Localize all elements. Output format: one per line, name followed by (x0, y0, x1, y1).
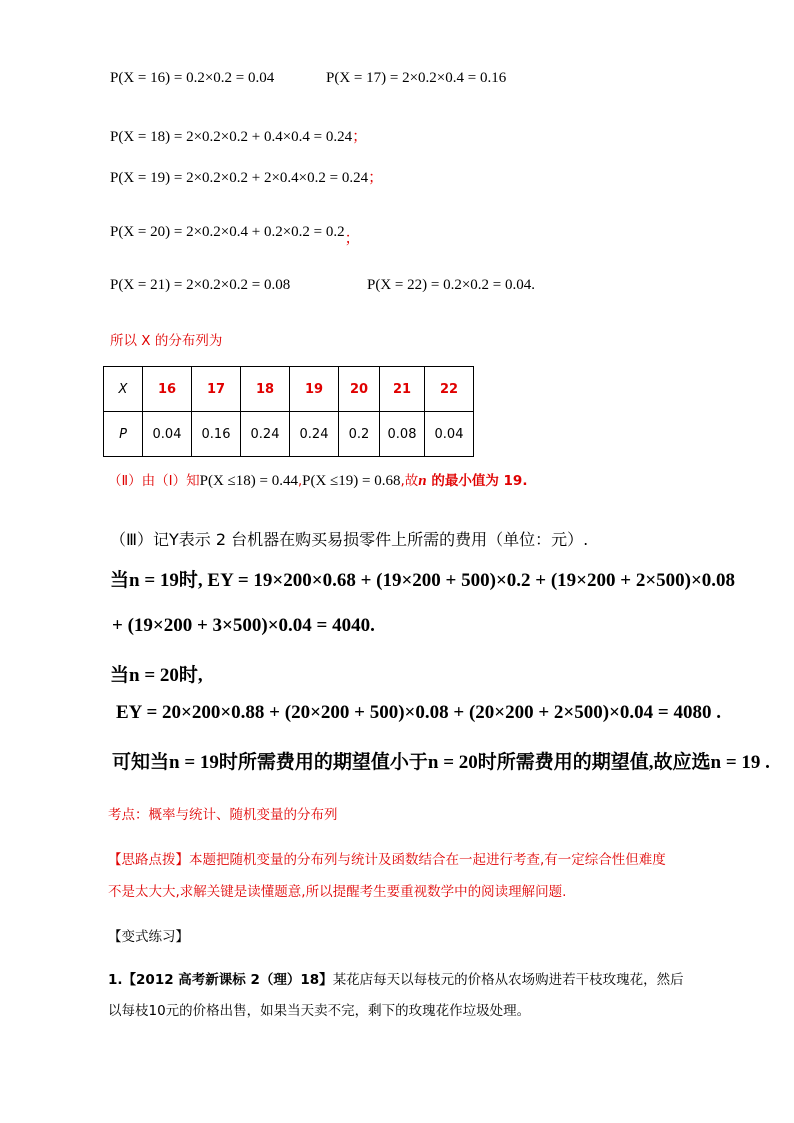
p-cell: 0.2 (339, 412, 380, 457)
separator: ； (368, 170, 384, 186)
part3-line4: EY = 20×200×0.88 + (20×200 + 500)×0.08 + (20×200 + 2×500)×0.04 = 4080 . (116, 702, 721, 723)
p-cell: 0.04 (425, 412, 474, 457)
part2-suffix-b: 的最小值为 19. (426, 473, 528, 489)
bianshi-heading: 【变式练习】 (108, 929, 189, 945)
prob-line-16: P(X = 16) = 0.2×0.2 = 0.04 (110, 70, 275, 86)
kaodian: 考点：概率与统计、随机变量的分布列 (108, 807, 338, 823)
prob-line-18 (110, 125, 367, 146)
x-cell: 21 (380, 367, 425, 412)
p-cell: 0.08 (380, 412, 425, 457)
part3-line2: + (19×200 + 3×500)×0.04 = 4040. (112, 615, 375, 636)
part2-suffix-a: ,故 (400, 473, 419, 489)
prob-line-19 (110, 166, 383, 187)
separator: ； (352, 129, 368, 145)
prob-line-20-text: P(X = 20) = 2×0.2×0.4 + 0.2×0.2 = 0.2 (110, 224, 345, 240)
dist-intro: 所以 X 的分布列为 (110, 333, 223, 349)
x-cell: 20 (339, 367, 380, 412)
exercise-number: 1. (108, 972, 123, 988)
part2-prefix: （Ⅱ）由（Ⅰ）知 (108, 473, 200, 489)
table-row (104, 412, 474, 457)
prob-line-17: P(X = 17) = 2×0.2×0.4 = 0.16 (326, 70, 507, 86)
x-cell: 18 (241, 367, 290, 412)
table-row (104, 367, 474, 412)
part2-eq2: P(X ≤19) = 0.68 (302, 473, 401, 489)
p-cell: 0.16 (192, 412, 241, 457)
p-cell: 0.24 (290, 412, 339, 457)
exercise-source: 【2012 高考新课标 2（理）18】 (122, 972, 333, 988)
row-label-x: X (104, 367, 143, 412)
exercise-1-line2: 以每枝10元的价格出售，如果当天卖不完，剩下的玫瑰花作垃圾处理。 (108, 1003, 531, 1019)
separator: ； (344, 231, 360, 247)
prob-line-20 (110, 220, 360, 247)
p-cell: 0.04 (143, 412, 192, 457)
part3-line3: 当n = 20时, (110, 665, 203, 686)
silu-line2: 不是太大大,求解关键是读懂题意,所以提醒考生要重视数学中的阅读理解问题. (108, 884, 567, 900)
prob-line-19-text: P(X = 19) = 2×0.2×0.2 + 2×0.4×0.2 = 0.24 (110, 170, 369, 186)
p-cell: 0.24 (241, 412, 290, 457)
part3-line5: 可知当n = 19时所需费用的期望值小于n = 20时所需费用的期望值,故应选n = 19 . (112, 752, 770, 773)
prob-line-22-text: P(X = 22) = 0.2×0.2 = 0.04 (367, 277, 532, 293)
distribution-table (103, 366, 474, 457)
exercise-text1: 某花店每天以每枝元的价格从农场购进若干枝玫瑰花，然后 (332, 972, 684, 988)
x-cell: 19 (290, 367, 339, 412)
exercise-1-line1 (108, 968, 684, 988)
prob-line-18-text: P(X = 18) = 2×0.2×0.2 + 0.4×0.4 = 0.24 (110, 129, 353, 145)
part2-eq1: P(X ≤18) = 0.44 (199, 473, 298, 489)
silu-line1: 【思路点拨】本题把随机变量的分布列与统计及函数结合在一起进行考查,有一定综合性但难度 (108, 852, 666, 868)
prob-line-22 (367, 277, 535, 294)
x-cell: 16 (143, 367, 192, 412)
period: . (531, 277, 536, 293)
x-cell: 22 (425, 367, 474, 412)
prob-line-21: P(X = 21) = 2×0.2×0.2 = 0.08 (110, 277, 291, 293)
part3-intro: （Ⅲ）记Y表示 2 台机器在购买易损零件上所需的费用（单位：元）. (110, 530, 589, 549)
part2-n: n (418, 473, 427, 489)
x-cell: 17 (192, 367, 241, 412)
row-label-p: P (104, 412, 143, 457)
part2-line (108, 469, 527, 490)
part3-line1: 当n = 19时, EY = 19×200×0.68 + (19×200 + 500)×0.2 + (19×200 + 2×500)×0.08 (110, 570, 736, 591)
part2-comma: , (298, 474, 303, 489)
